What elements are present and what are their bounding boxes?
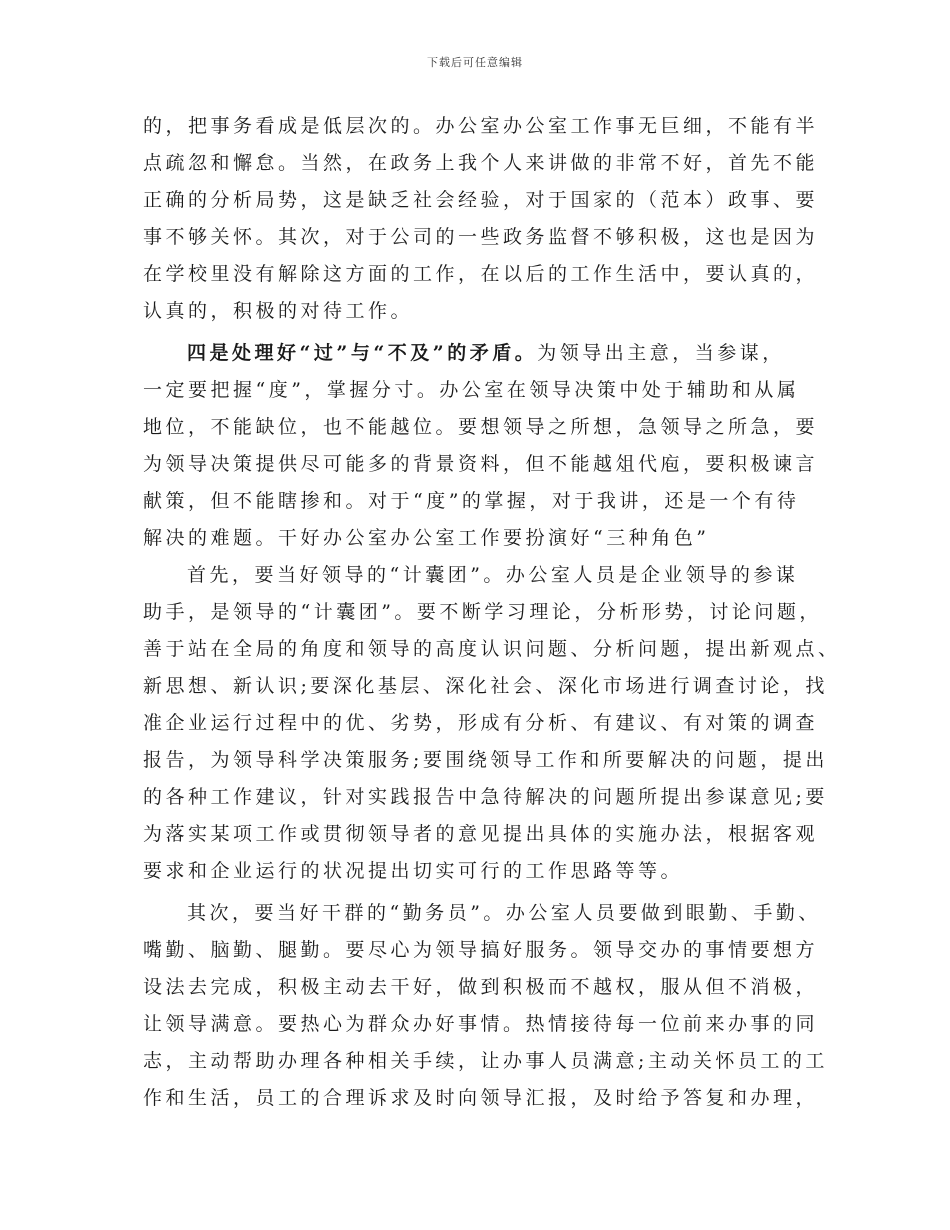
text-run: 为领导出主意，当参谋， (537, 342, 785, 364)
text-line: 要求和企业运行的状况提出切实可行的工作思路等等。 (143, 860, 684, 882)
text-line: 一定要把握“度”，掌握分寸。办公室在领导决策中处于辅助和从属 (143, 379, 800, 401)
text-line: 报告，为领导科学决策服务;要围绕领导工作和所要解决的问题，提出 (143, 749, 828, 771)
text-line: 善于站在全局的角度和领导的高度认识问题、分析问题，提出新观点、 (143, 638, 841, 660)
text-line: 新思想、新认识;要深化基层、深化社会、深化市场进行调查讨论，找 (143, 675, 828, 697)
text-line: 点疏忽和懈怠。当然，在政务上我个人来讲做的非常不好，首先不能 (143, 152, 819, 174)
text-line: 事不够关怀。其次，对于公司的一些政务监督不够积极，这也是因为 (143, 226, 819, 248)
text-line: 地位，不能缺位，也不能越位。要想领导之所想，急领导之所急，要 (143, 416, 819, 438)
paragraph-2 (143, 335, 823, 557)
text-line: 首先，要当好领导的“计囊团”。办公室人员是企业领导的参谋 (187, 564, 799, 586)
text-line: 认真的，积极的对待工作。 (143, 300, 414, 322)
text-line: 的各种工作建议，针对实践报告中急待解决的问题所提出参谋意见;要 (143, 786, 828, 808)
text-line: 让领导满意。要热心为群众办好事情。热情接待每一位前来办事的同 (143, 1013, 819, 1035)
body-text (143, 108, 841, 1117)
text-line (143, 335, 823, 372)
text-line: 准企业运行过程中的优、劣势，形成有分析、有建议、有对策的调查 (143, 712, 819, 734)
text-line: 在学校里没有解除这方面的工作，在以后的工作生活中，要认真的， (143, 263, 819, 285)
text-line: 的，把事务看成是低层次的。办公室办公室工作事无巨细，不能有半 (143, 115, 819, 137)
text-line: 为领导决策提供尽可能多的背景资料，但不能越俎代庖，要积极谏言 (143, 453, 819, 475)
text-line: 志，主动帮助办理各种相关手续，让办事人员满意;主动关怀员工的工 (143, 1050, 828, 1072)
bold-heading: 四是处理好“过”与“不及”的矛盾。 (187, 342, 538, 364)
paragraph-1 (143, 108, 823, 330)
paragraph-3 (143, 557, 841, 890)
text-line: 正确的分析局势，这是缺乏社会经验，对于国家的（范本）政事、要 (143, 189, 819, 211)
text-line: 其次，要当好干群的“勤务员”。办公室人员要做到眼勤、手勤、 (187, 902, 821, 924)
text-line: 助手，是领导的“计囊团”。要不断学习理论，分析形势，讨论问题， (143, 601, 822, 623)
text-line: 设法去完成，积极主动去干好，做到积极而不越权，服从但不消极， (143, 976, 819, 998)
header-note: 下载后可任意编辑 (427, 56, 523, 69)
text-line: 献策，但不能瞎掺和。对于“度”的掌握，对于我讲，还是一个有待 (143, 490, 800, 512)
text-line: 解决的难题。干好办公室办公室工作要扮演好“三种角色” (143, 527, 710, 549)
text-line: 嘴勤、脑勤、腿勤。要尽心为领导搞好服务。领导交办的事情要想方 (143, 939, 819, 961)
text-line: 作和生活，员工的合理诉求及时向领导汇报，及时给予答复和办理， (143, 1087, 819, 1109)
paragraph-4 (143, 895, 828, 1117)
text-line: 为落实某项工作或贯彻领导者的意见提出具体的实施办法，根据客观 (143, 823, 819, 845)
